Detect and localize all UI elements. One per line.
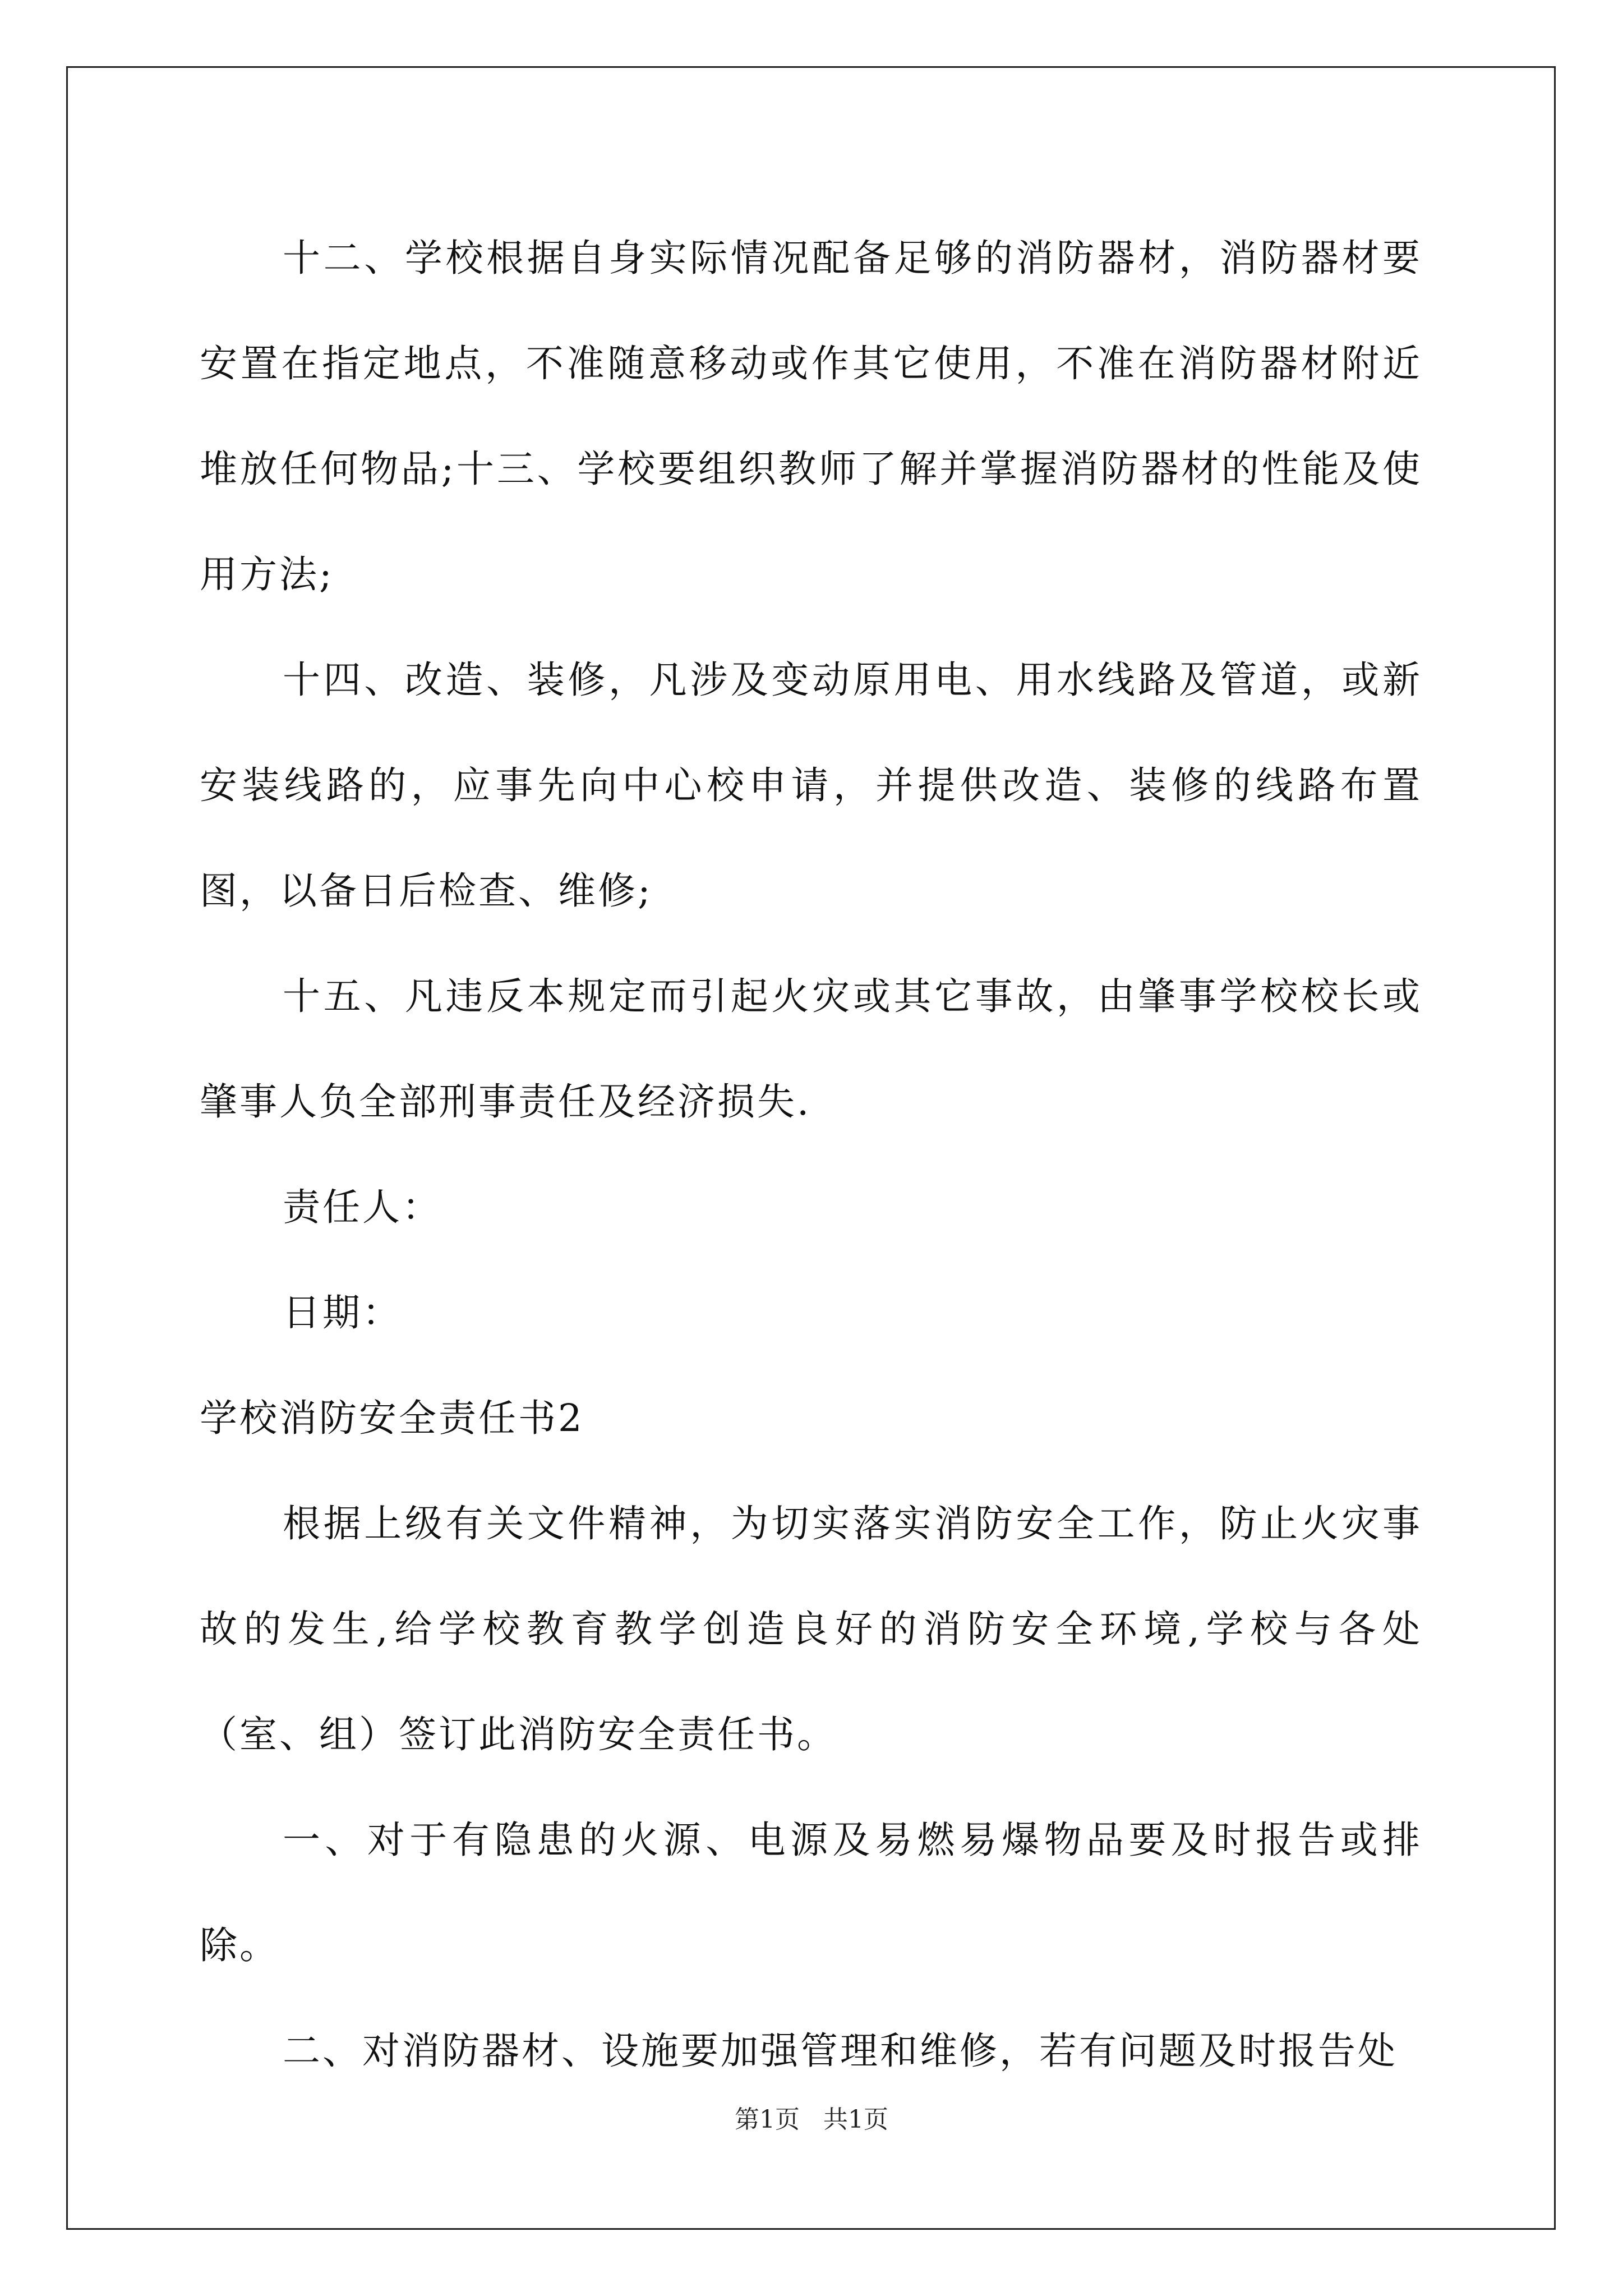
document-body: [200, 205, 1422, 2104]
paragraph-item-15: 十五、凡违反本规定而引起火灾或其它事故，由肇事学校校长或肇事人负全部刑事责任及经济损失.: [200, 974, 1422, 1124]
date-label: 日期：: [283, 1291, 402, 1335]
page-number-total: 共1页: [823, 2105, 888, 2134]
paragraph-item-12-13: 十二、学校根据自身实际情况配备足够的消防器材，消防器材要安置在指定地点，不准随意移动或作其它使用，不准在消防器材附近堆放任何物品;十三、学校要组织教师了解并掌握消防器材的性能及使用方法;: [200, 236, 1422, 596]
page-number-current: 第1页: [735, 2105, 800, 2134]
paragraph-item-14: 十四、改造、装修，凡涉及变动原用电、用水线路及管道，或新安装线路的，应事先向中心校申请，并提供改造、装修的线路布置图，以备日后检查、维修;: [200, 658, 1422, 913]
paragraph-item-2: 二、对消防器材、设施要加强管理和维修，若有问题及时报告处: [283, 2029, 1398, 2073]
section-title: 学校消防安全责任书2: [200, 1396, 584, 1440]
intro-paragraph: 根据上级有关文件精神，为切实落实消防安全工作，防止火灾事故的发生,给学校教育教学创造良好的消防安全环境,学校与各处（室、组）签订此消防安全责任书。: [200, 1502, 1422, 1756]
page-footer: [0, 2099, 1623, 2135]
responsible-person-label: 责任人：: [283, 1185, 442, 1229]
paragraph-item-1: 一、对于有隐患的火源、电源及易燃易爆物品要及时报告或排除。: [200, 1818, 1422, 1967]
